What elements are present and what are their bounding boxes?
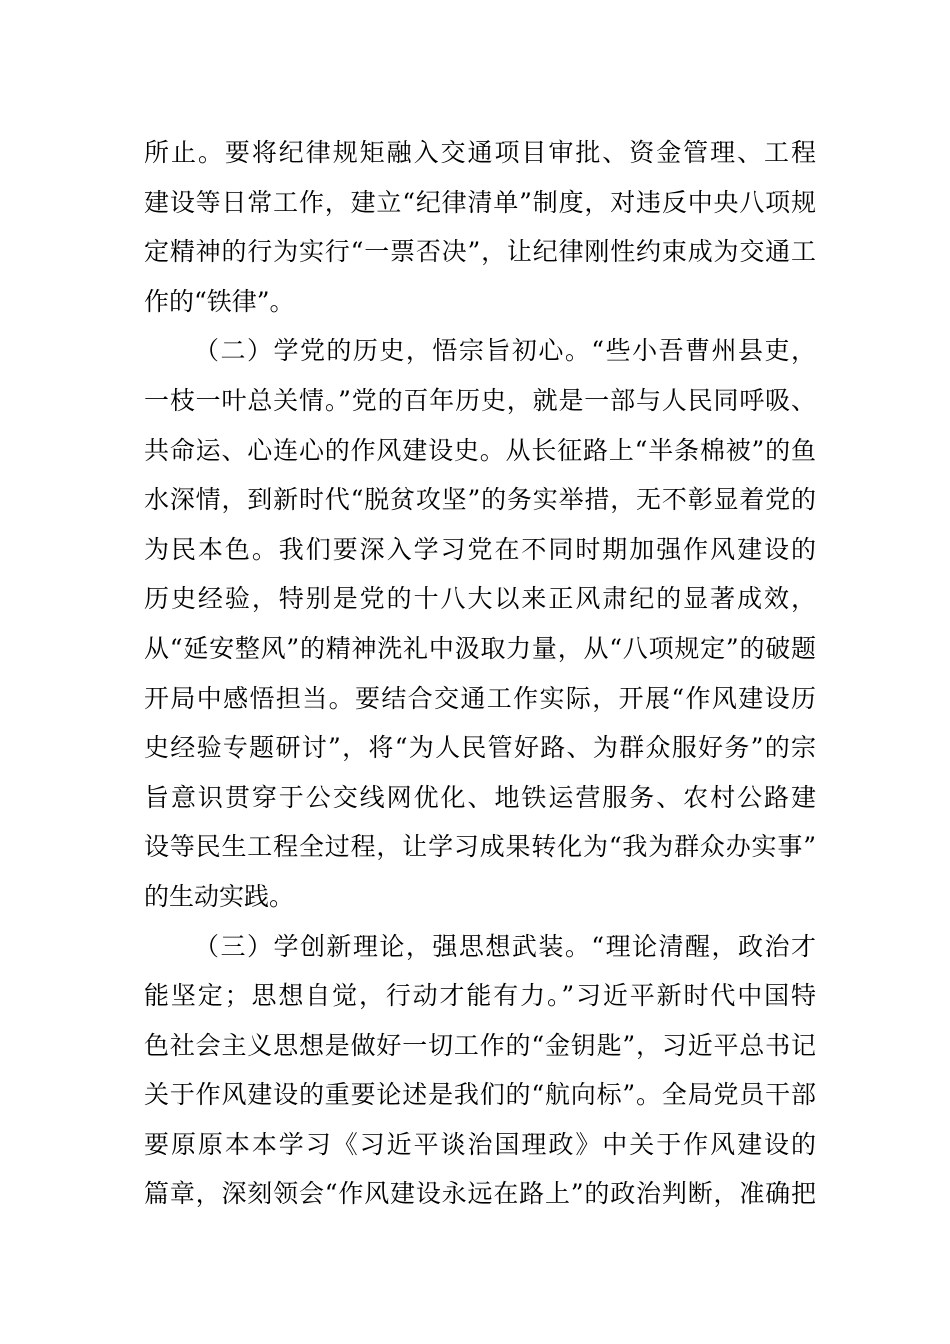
text-line: 历史经验，特别是党的十八大以来正风肃纪的显著成效， [144, 584, 816, 614]
section-heading-line: （三）学创新理论，强思想武装。“理论清醒，政治才 [194, 931, 816, 961]
text-line: 作的“铁律”。 [144, 286, 295, 316]
text-line: 开局中感悟担当。要结合交通工作实际，开展“作风建设历 [144, 683, 816, 713]
text-line: 要原原本本学习《习近平谈治国理政》中关于作风建设的 [144, 1129, 816, 1159]
text-line: 建设等日常工作，建立“纪律清单”制度，对违反中央八项规 [144, 187, 816, 217]
text-line: 从“延安整风”的精神洗礼中汲取力量，从“八项规定”的破题 [144, 633, 816, 663]
text-line: 色社会主义思想是做好一切工作的“金钥匙”，习近平总书记 [144, 1030, 816, 1060]
text-line: 水深情，到新时代“脱贫攻坚”的务实举措，无不彰显着党的 [144, 485, 816, 515]
text-line: 设等民生工程全过程，让学习成果转化为“我为群众办实事” [144, 832, 816, 862]
text-line: 所止。要将纪律规矩融入交通项目审批、资金管理、工程 [144, 138, 816, 167]
text-line: 能坚定；思想自觉，行动才能有力。”习近平新时代中国特 [144, 981, 816, 1011]
text-line: 定精神的行为实行“一票否决”，让纪律刚性约束成为交通工 [144, 237, 816, 267]
text-line: 篇章，深刻领会“作风建设永远在路上”的政治判断，准确把 [144, 1179, 816, 1209]
text-line: 共命运、心连心的作风建设史。从长征路上“半条棉被”的鱼 [144, 435, 816, 465]
body-text [144, 128, 816, 1219]
text-line: 为民本色。我们要深入学习党在不同时期加强作风建设的 [144, 534, 816, 564]
text-line: 一枝一叶总关情。”党的百年历史，就是一部与人民同呼吸、 [144, 385, 816, 415]
text-line: 的生动实践。 [144, 881, 295, 911]
section-heading-line: （二）学党的历史，悟宗旨初心。“些小吾曹州县吏， [194, 336, 816, 366]
text-line: 史经验专题研讨”，将“为人民管好路、为群众服好务”的宗 [144, 733, 816, 763]
text-line: 关于作风建设的重要论述是我们的“航向标”。全局党员干部 [144, 1080, 816, 1110]
text-line: 旨意识贯穿于公交线网优化、地铁运营服务、农村公路建 [144, 782, 816, 812]
